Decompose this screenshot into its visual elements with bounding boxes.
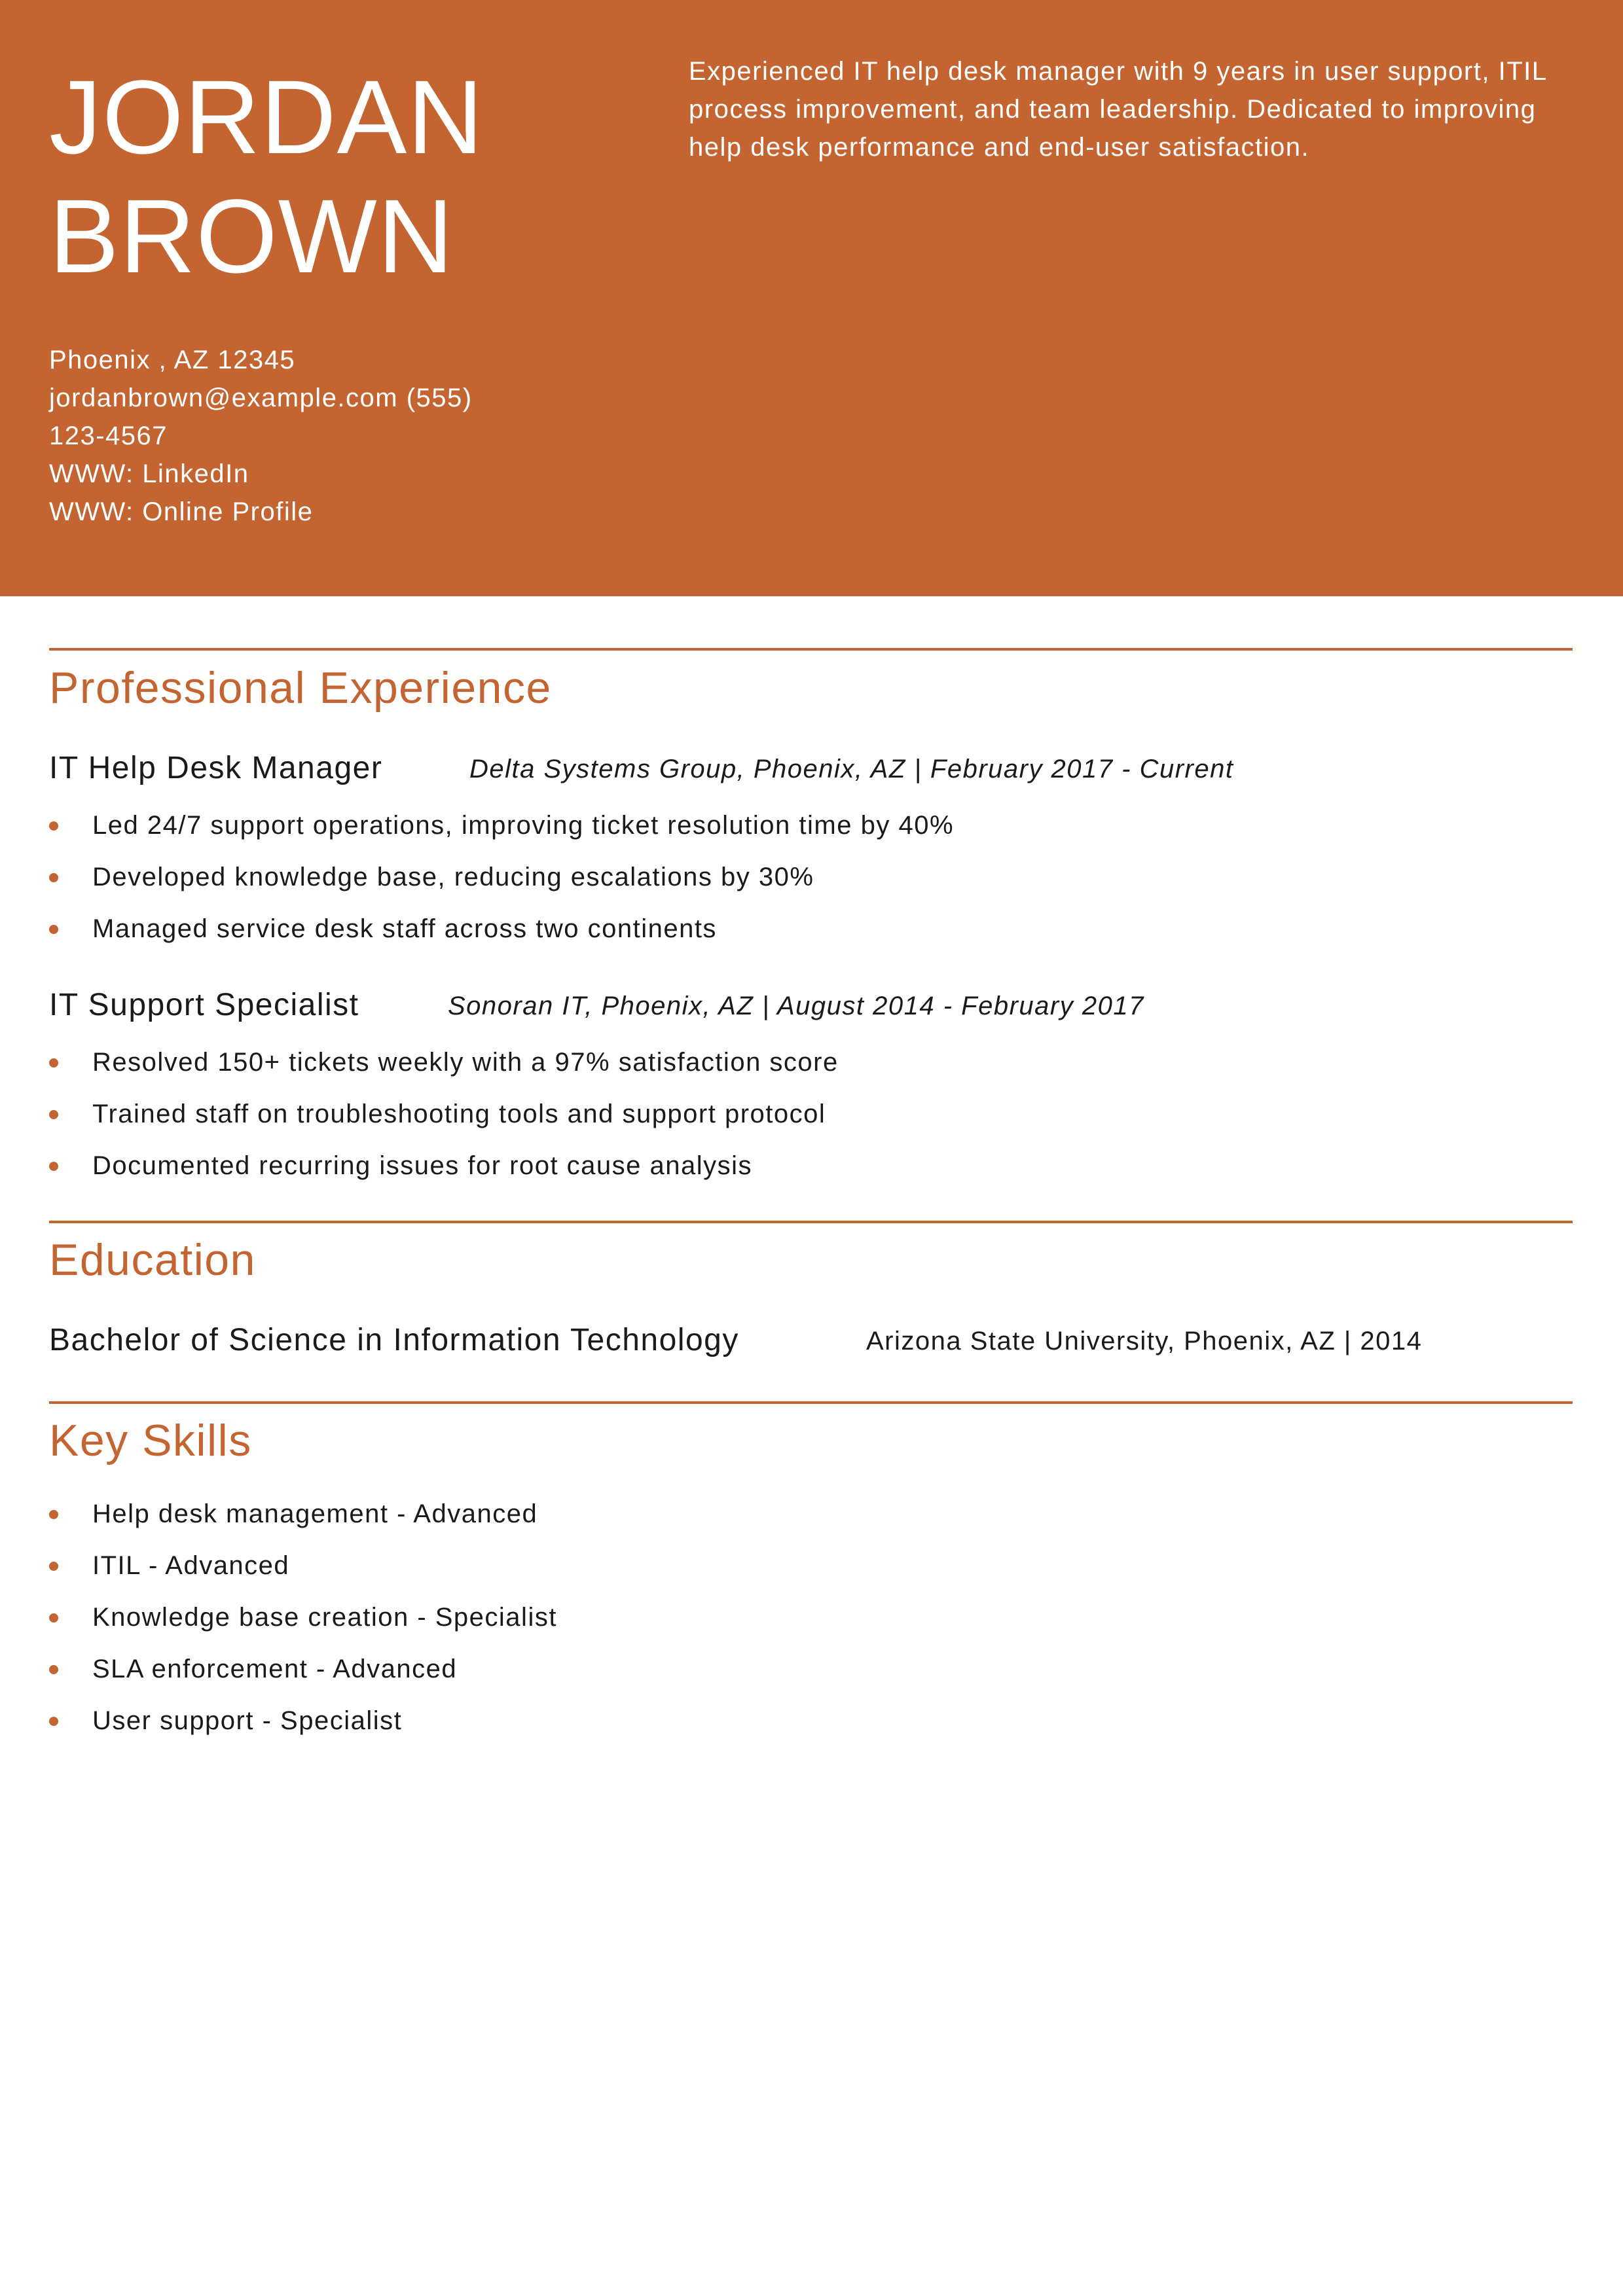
list-item: ITIL - Advanced <box>49 1540 557 1592</box>
skills-list <box>49 1488 557 1747</box>
bullet-icon <box>49 1058 58 1067</box>
list-item: Developed knowledge base, reducing escalations by 30% <box>49 852 954 903</box>
list-item: Help desk management - Advanced <box>49 1488 557 1540</box>
job-bullets <box>49 1037 839 1192</box>
section-title-experience: Professional Experience <box>49 663 552 713</box>
bullet-icon <box>49 821 58 831</box>
job-meta: Sonoran IT, Phoenix, AZ | August 2014 - February 2017 <box>448 992 1144 1020</box>
contact-info <box>49 341 547 531</box>
job-title: IT Support Specialist <box>49 988 359 1022</box>
candidate-name <box>49 58 484 296</box>
last-name: BROWN <box>49 177 454 295</box>
phone: 123-4567 <box>49 422 168 450</box>
bullet-icon <box>49 1510 58 1519</box>
list-item: Led 24/7 support operations, improving ticket resolution time by 40% <box>49 800 954 852</box>
list-item: Knowledge base creation - Specialist <box>49 1592 557 1643</box>
bullet-icon <box>49 1665 58 1674</box>
section-divider <box>49 1401 1573 1404</box>
section-title-education: Education <box>49 1235 256 1285</box>
section-divider <box>49 1221 1573 1223</box>
bullet-icon <box>49 1162 58 1171</box>
first-name: JORDAN <box>49 58 484 175</box>
bullet-icon <box>49 1717 58 1726</box>
linkedin-link[interactable]: WWW: LinkedIn <box>49 459 249 488</box>
list-item: User support - Specialist <box>49 1695 557 1747</box>
list-item: Trained staff on troubleshooting tools and support protocol <box>49 1088 839 1140</box>
job-bullets <box>49 800 954 955</box>
section-title-skills: Key Skills <box>49 1416 252 1465</box>
header-banner <box>0 0 1623 596</box>
bullet-icon <box>49 873 58 882</box>
list-item: Documented recurring issues for root cause analysis <box>49 1140 839 1192</box>
list-item: SLA enforcement - Advanced <box>49 1643 557 1695</box>
school: Arizona State University, Phoenix, AZ | 2014 <box>866 1327 1423 1355</box>
list-item: Managed service desk staff across two continents <box>49 903 954 955</box>
job-title: IT Help Desk Manager <box>49 751 383 785</box>
summary: Experienced IT help desk manager with 9 years in user support, ITIL process improvement, and team leadership. Dedicated to improving help desk performance and end-user satisfaction. <box>689 57 1547 162</box>
online-profile-link[interactable]: WWW: Online Profile <box>49 497 314 526</box>
bullet-icon <box>49 925 58 934</box>
email-link[interactable]: jordanbrown@example.com (555) <box>49 384 473 412</box>
job-meta: Delta Systems Group, Phoenix, AZ | February 2017 - Current <box>469 755 1234 783</box>
bullet-icon <box>49 1110 58 1119</box>
location: Phoenix , AZ 12345 <box>49 346 296 374</box>
bullet-icon <box>49 1562 58 1571</box>
bullet-icon <box>49 1613 58 1623</box>
list-item: Resolved 150+ tickets weekly with a 97% satisfaction score <box>49 1037 839 1088</box>
section-divider <box>49 648 1573 651</box>
degree: Bachelor of Science in Information Technology <box>49 1323 739 1357</box>
